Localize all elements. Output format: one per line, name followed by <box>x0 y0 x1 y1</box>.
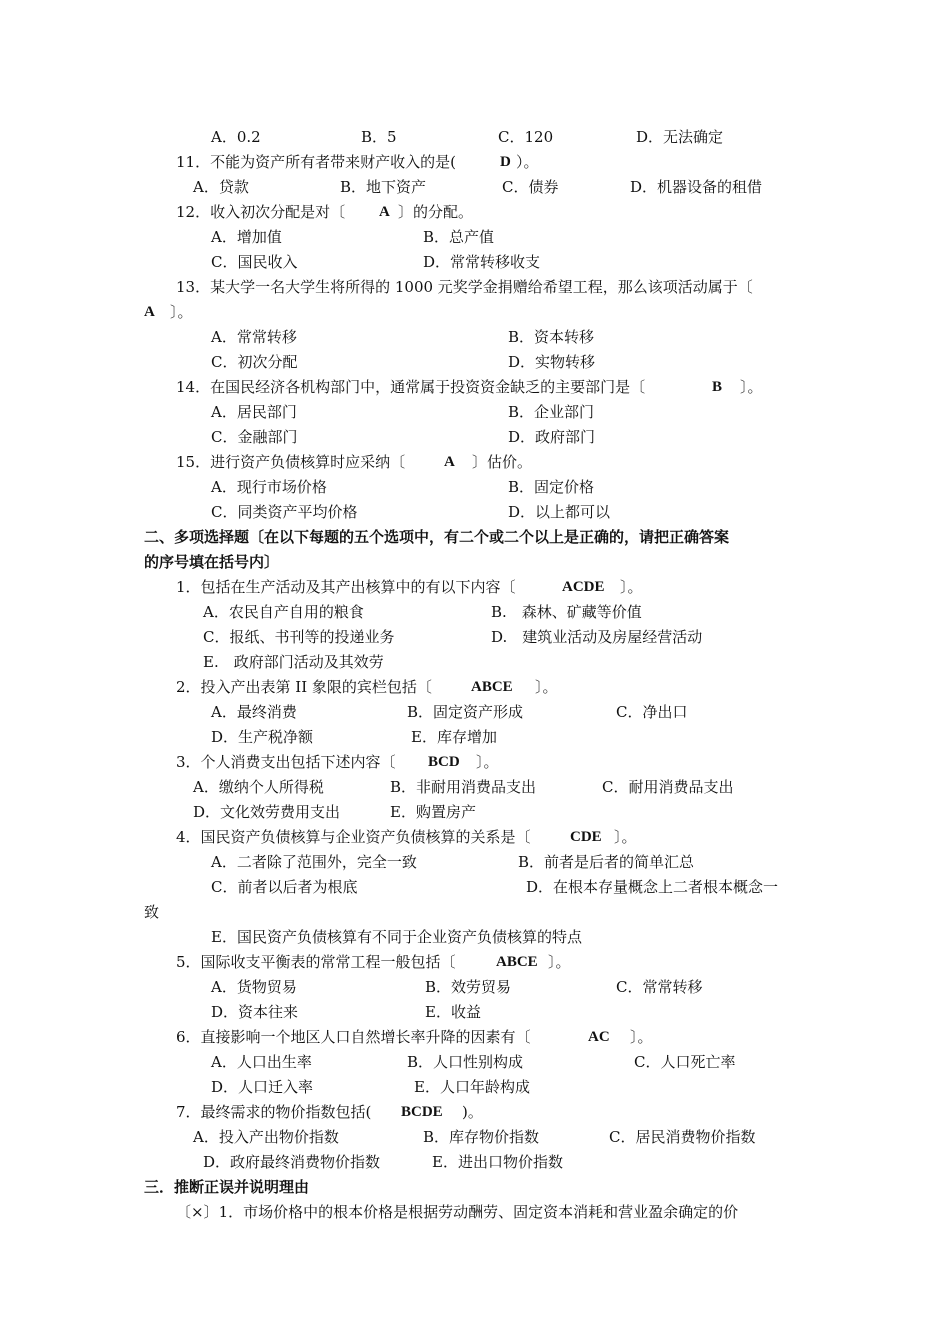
text-fragment: D．常常转移收支 <box>423 253 541 271</box>
text-fragment: ）。 <box>516 153 539 171</box>
text-fragment: D．资本往来 <box>211 1003 299 1021</box>
text-fragment: B．人口性别构成 <box>407 1053 524 1071</box>
answer-key: ACDE <box>562 579 605 595</box>
text-fragment: D．政府部门 <box>508 428 596 446</box>
text-fragment: C．人口死亡率 <box>634 1053 736 1071</box>
text-fragment: 15．进行资产负债核算时应采纳〔 <box>176 453 406 471</box>
text-fragment: 3．个人消费支出包括下述内容〔 <box>176 753 396 771</box>
text-line <box>0 225 950 250</box>
text-fragment: 〕的分配。 <box>398 203 474 221</box>
text-line <box>0 250 950 275</box>
text-fragment: D．以上都可以 <box>508 503 611 521</box>
text-fragment: A．缴纳个人所得税 <box>193 778 324 796</box>
section-heading: 二、多项选择题〔在以下每题的五个选项中，有二个或二个以上是正确的，请把正确答案 <box>144 528 730 546</box>
text-fragment: E．国民资产负债核算有不同于企业资产负债核算的特点 <box>211 928 582 946</box>
text-fragment: E．人口年龄构成 <box>414 1078 530 1096</box>
text-fragment: 14．在国民经济各机构部门中，通常属于投资资金缺乏的主要部门是〔 <box>176 378 646 396</box>
text-line <box>0 950 950 975</box>
text-line <box>0 850 950 875</box>
answer-key: ABCE <box>496 954 538 970</box>
text-line <box>0 575 950 600</box>
answer-key: AC <box>588 1029 610 1045</box>
text-fragment: D．在根本存量概念上二者根本概念一 <box>526 878 779 896</box>
text-fragment: 〕。 <box>614 828 637 846</box>
text-fragment: C．报纸、书刊等的投递业务 <box>203 628 395 646</box>
answer-key: ABCE <box>471 679 513 695</box>
text-fragment: 〕。 <box>535 678 558 696</box>
text-line <box>0 475 950 500</box>
text-fragment: C．同类资产平均价格 <box>211 503 358 521</box>
text-fragment: D．文化效劳费用支出 <box>193 803 341 821</box>
answer-key: CDE <box>570 829 602 845</box>
text-fragment: 〕。 <box>630 1028 653 1046</box>
text-fragment: 1．包括在生产活动及其产出核算中的有以下内容〔 <box>176 578 516 596</box>
text-line <box>0 800 950 825</box>
text-fragment: 〕估价。 <box>472 453 533 471</box>
text-fragment: B．效劳贸易 <box>425 978 512 996</box>
text-line <box>0 1150 950 1175</box>
text-fragment: A．二者除了范围外，完全一致 <box>211 853 417 871</box>
text-fragment: A．人口出生率 <box>211 1053 312 1071</box>
text-fragment: D．无法确定 <box>636 128 724 146</box>
text-line <box>0 525 950 550</box>
text-fragment: 〕。 <box>170 303 193 321</box>
text-line <box>0 550 950 575</box>
text-fragment: B．企业部门 <box>508 403 595 421</box>
text-fragment: A．贷款 <box>193 178 249 196</box>
text-line <box>0 1125 950 1150</box>
text-fragment: 〕。 <box>620 578 643 596</box>
text-fragment: C．居民消费物价指数 <box>609 1128 756 1146</box>
text-line <box>0 1200 950 1225</box>
text-fragment: 〔×〕1．市场价格中的根本价格是根据劳动酬劳、固定资本消耗和营业盈余确定的价 <box>176 1203 739 1221</box>
text-line <box>0 150 950 175</box>
text-line <box>0 425 950 450</box>
text-line <box>0 1100 950 1125</box>
text-line <box>0 1025 950 1050</box>
text-line <box>0 700 950 725</box>
text-line <box>0 650 950 675</box>
text-line <box>0 175 950 200</box>
text-fragment: D. 建筑业活动及房屋经营活动 <box>491 628 703 646</box>
text-line <box>0 350 950 375</box>
text-fragment: A．增加值 <box>211 228 282 246</box>
text-fragment: C．金融部门 <box>211 428 298 446</box>
text-fragment: 13．某大学一名大学生将所得的 1000 元奖学金捐赠给希望工程，那么该项活动属于〔 <box>176 278 753 296</box>
text-fragment: A．居民部门 <box>211 403 297 421</box>
text-fragment: D．人口迁入率 <box>211 1078 314 1096</box>
text-fragment: B．资本转移 <box>508 328 595 346</box>
text-fragment: D．政府最终消费物价指数 <box>203 1153 381 1171</box>
text-fragment: 12．收入初次分配是对〔 <box>176 203 346 221</box>
text-fragment: A．常常转移 <box>211 328 297 346</box>
section-heading: 三．推断正误并说明理由 <box>144 1178 310 1196</box>
text-fragment: A．货物贸易 <box>211 978 297 996</box>
text-fragment: A．农民自产自用的粮食 <box>203 603 364 621</box>
text-fragment: 2．投入产出表第 II 象限的宾栏包括〔 <box>176 678 432 696</box>
text-line <box>0 900 950 925</box>
text-line <box>0 200 950 225</box>
text-line <box>0 450 950 475</box>
text-line <box>0 725 950 750</box>
text-fragment: B．非耐用消费品支出 <box>390 778 537 796</box>
text-fragment: C．初次分配 <box>211 353 298 371</box>
text-fragment: C．债券 <box>502 178 559 196</box>
text-fragment: )。 <box>462 1103 483 1121</box>
text-fragment: 5．国际收支平衡表的常常工程一般包括〔 <box>176 953 456 971</box>
text-line <box>0 325 950 350</box>
text-fragment: C．国民收入 <box>211 253 298 271</box>
answer-key: A <box>444 454 455 470</box>
text-line <box>0 1075 950 1100</box>
text-fragment: D．实物转移 <box>508 353 596 371</box>
text-fragment: B．总产值 <box>423 228 495 246</box>
text-line <box>0 275 950 300</box>
text-fragment: 4．国民资产负债核算与企业资产负债核算的关系是〔 <box>176 828 531 846</box>
text-fragment: A．现行市场价格 <box>211 478 327 496</box>
text-fragment: E．进出口物价指数 <box>432 1153 563 1171</box>
text-fragment: A．0.2 <box>211 128 261 146</box>
text-fragment: 〕。 <box>548 953 571 971</box>
answer-key: D <box>500 154 511 170</box>
text-fragment: 致 <box>144 903 160 921</box>
text-line <box>0 975 950 1000</box>
text-line <box>0 825 950 850</box>
answer-key: A <box>379 204 390 220</box>
text-fragment: 〕。 <box>476 753 499 771</box>
text-fragment: B．地下资产 <box>340 178 427 196</box>
text-fragment: A．最终消费 <box>211 703 297 721</box>
text-fragment: B．固定资产形成 <box>407 703 524 721</box>
answer-key: B <box>712 379 723 395</box>
text-fragment: D．机器设备的租借 <box>630 178 763 196</box>
text-line <box>0 775 950 800</box>
text-line <box>0 875 950 900</box>
text-fragment: 7．最终需求的物价指数包括( <box>176 1103 372 1121</box>
text-fragment: E．库存增加 <box>411 728 497 746</box>
text-fragment: B．5 <box>361 128 397 146</box>
text-line <box>0 300 950 325</box>
text-line <box>0 1175 950 1200</box>
text-fragment: 11．不能为资产所有者带来财产收入的是( <box>176 153 471 171</box>
text-line <box>0 625 950 650</box>
section-heading: 的序号填在括号内〕 <box>144 553 280 571</box>
text-fragment: C．前者以后者为根底 <box>211 878 358 896</box>
text-line <box>0 400 950 425</box>
text-line <box>0 750 950 775</box>
answer-key: A <box>144 304 155 320</box>
text-line <box>0 675 950 700</box>
text-line <box>0 925 950 950</box>
text-fragment: B．前者是后者的简单汇总 <box>518 853 695 871</box>
text-fragment: B. 森林、矿藏等价值 <box>491 603 642 621</box>
text-line <box>0 500 950 525</box>
text-fragment: C．净出口 <box>616 703 688 721</box>
text-fragment: 〕。 <box>740 378 763 396</box>
text-fragment: E．购置房产 <box>390 803 476 821</box>
text-fragment: A．投入产出物价指数 <box>193 1128 339 1146</box>
text-line <box>0 600 950 625</box>
text-line <box>0 1050 950 1075</box>
answer-key: BCD <box>428 754 460 770</box>
text-fragment: C．常常转移 <box>616 978 703 996</box>
text-line <box>0 1000 950 1025</box>
answer-key: BCDE <box>401 1104 443 1120</box>
text-fragment: B．库存物价指数 <box>423 1128 540 1146</box>
text-line <box>0 375 950 400</box>
text-fragment: C．耐用消费品支出 <box>602 778 734 796</box>
text-fragment: D．生产税净额 <box>211 728 314 746</box>
text-fragment: E．收益 <box>425 1003 481 1021</box>
text-fragment: C．120 <box>498 128 554 146</box>
text-fragment: E. 政府部门活动及其效劳 <box>203 653 384 671</box>
text-fragment: 6．直接影响一个地区人口自然增长率升降的因素有〔 <box>176 1028 531 1046</box>
text-line <box>0 125 950 150</box>
text-fragment: B．固定价格 <box>508 478 595 496</box>
